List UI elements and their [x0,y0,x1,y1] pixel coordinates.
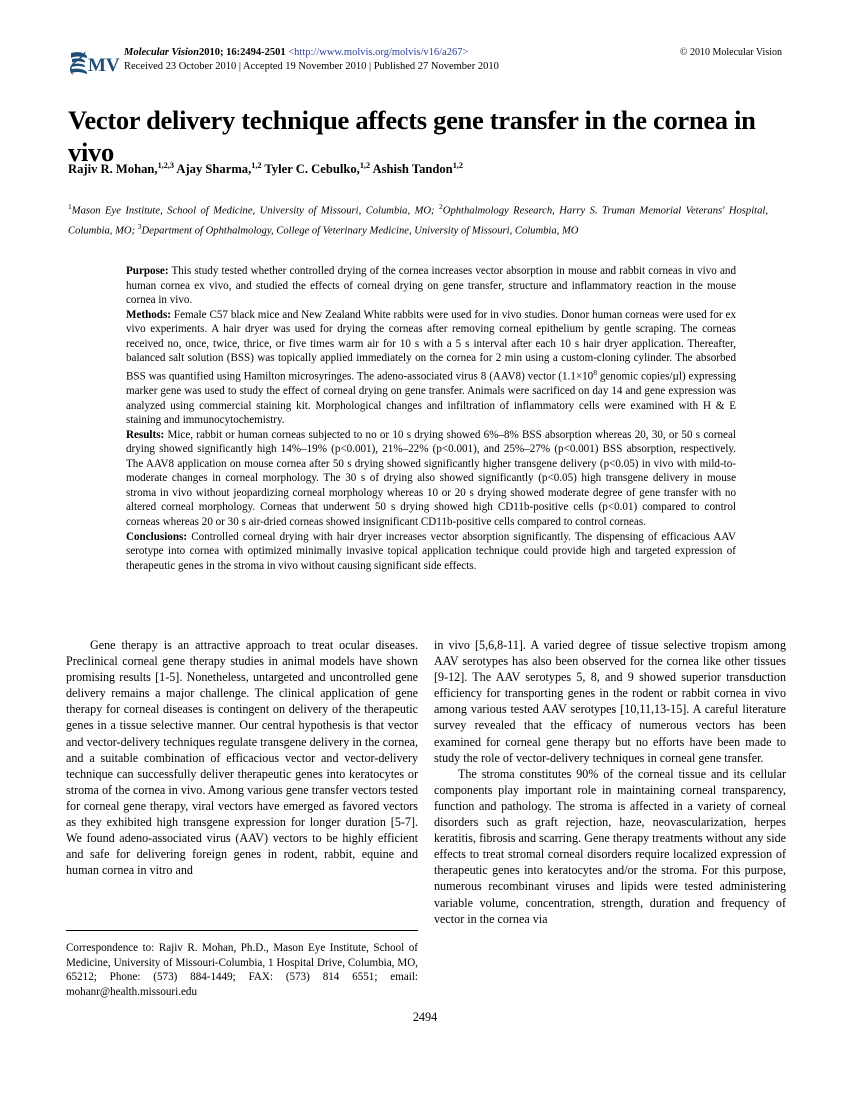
page-number: 2494 [412,1010,438,1024]
journal-citation: 2010; 16:2494-2501 [198,47,286,58]
author-name: Ajay Sharma, [173,162,252,177]
abstract-purpose [126,264,736,308]
molecular-vision-logo-icon [68,47,120,79]
abstract-conclusions-label: Conclusions: [126,530,188,543]
masthead [68,46,782,88]
svg-text:MV: MV [88,55,120,76]
affiliation-marker: 1 [68,202,72,211]
author-affiliation-marker: 1,2 [452,161,463,170]
abstract-methods [126,308,736,428]
masthead-citation [124,46,644,73]
body-column-left [66,637,418,878]
abstract-results-text: Mice, rabbit or human corneas subjected to no or 10 s drying showed 6%–8% BSS absorption whereas 20, 30, or 50 s corneal drying showed significantly high 14%–19% (p<0.001), 21%–22% (p<0.001), and 25%–27% (p<0.001) BSS absorption, respectively. The AAV8 application on mouse cornea after 50 s drying showed significantly higher transgene delivery (p<0.05) in vivo with mild-to-moderate changes in corneal morphology. The 30 s of drying also showed significantly (p<0.05) high transgene delivery in mouse stroma in vivo without jeopardizing corneal morphology whereas 10 or 20 s drying showed moderate degree of gene transfer with no altered corneal morphology. Corneas that underwent 50 s drying showed high CD11b-positive cells (p<0.01) compared to control corneas whereas 20 or 30 s air-dried corneas showed insignificant CD11b-positive cells compared to control corneas. [126,428,736,528]
abstract-conclusions-text: Controlled corneal drying with hair dryer increases vector absorption significantly. The dispensing of efficacious AAV serotype into cornea with optimized minimally invasive topical application technique could provide high and targeted expression of therapeutic genes in the stroma in vivo without causing significant side effects. [126,530,736,572]
abstract-conclusions [126,530,736,574]
author-affiliation-marker: 1,2 [251,161,262,170]
abstract-purpose-text: This study tested whether controlled drying of the cornea increases vector absorption in mouse and rabbit corneas in vivo and human cornea ex vivo, and studied the effects of corneal drying on gene transfer, structure and inflammatory reaction in the mouse cornea in vivo. [126,265,736,307]
author-list [68,158,784,177]
abstract-purpose-label: Purpose: [126,265,169,277]
correspondence-note [66,941,418,999]
body-paragraph: Gene therapy is an attractive approach to treat ocular diseases. Preclinical corneal gene therapy studies in animal models have shown promising results [1-5]. Nonetheless, untargeted and uncontrolled gene delivery remains a major challenge. The clinical application of gene therapy for corneal diseases is contingent on delivery of the therapeutic genes in a tissue selective manner. Our central hypothesis is that vector and vector-delivery techniques regulate transgene delivery in the cornea, and a suitable combination of efficacious vector and vector-delivery technique can successfully deliver therapeutic genes into keratocytes or stroma of the cornea in vivo. Among various gene transfer vectors tested for corneal gene therapy, viral vectors have emerged as favored vectors as they exhibited high transgene expression for longer duration [5-7]. We found adeno-associated virus (AAV) vectors to be highly efficient and safe for delivering foreign genes in rodent, rabbit, equine and human cornea in vitro and [66,638,418,878]
author-name: Ashish Tandon [370,162,453,177]
author-affiliation-marker: 1,2,3 [157,161,174,170]
author-name: Rajiv R. Mohan, [68,162,158,177]
affiliation-marker: 3 [137,222,142,232]
body-paragraph: in vivo [5,6,8-11]. A varied degree of tissue selective tropism among AAV serotypes has also been observed for the cornea like other tissues [9-12]. The AAV serotypes 5, 8, and 9 showed superior transduction efficiency for transporting genes in the rodent or rabbit cornea in vivo among various tested AAV serotypes [10,11,13-15]. A careful literature survey revealed that the efficacy of numerous vectors has been examined for corneal gene therapy but no efforts have been made to study the role of vector-delivery techniques in corneal gene transfer. [434,638,786,765]
body-column-right [434,637,786,927]
masthead-dates: Received 23 October 2010 | Accepted 19 November 2010 | Published 27 November 2010 [124,60,499,72]
author-name: Tyler C. Cebulko, [261,162,360,177]
footnote-divider [66,930,418,931]
abstract-methods-text-b: genomic copies/µl) expressing marker gene was used to study the effect of corneal drying on gene transfer. Animals were sacrificed on day 14 and gene expression was analyzed using commercial staining kit. Morphological changes and infiltration of inflammatory cells were examined with H & E staining and immunocytochemistry. [126,370,736,427]
affiliation-text: Mason Eye Institute, School of Medicine, University of Missouri, Columbia, MO; [71,205,440,217]
affiliation-text: Ophthalmology Research, Harry S. Truman Memorial Veterans' Hospital, Columbia, MO; [68,205,769,237]
article-url-link[interactable]: <http://www.molvis.org/molvis/v16/a267> [288,47,469,58]
journal-name: Molecular Vision [124,47,199,58]
copyright-notice: © 2010 Molecular Vision [679,47,782,58]
affiliation-marker: 2 [439,202,443,211]
affiliation-text: Department of Ophthalmology, College of Veterinary Medicine, University of Missouri, Columbia, MO [141,225,579,237]
abstract-results-label: Results: [126,428,165,441]
affiliations [68,199,768,239]
page-title: Vector delivery technique affects gene transfer in the cornea in vivo [68,105,756,167]
abstract [126,264,736,573]
body-paragraph: The stroma constitutes 90% of the corneal tissue and its cellular components play important role in maintaining corneal transparency, function and pathology. The stroma is affected in a variety of corneal disorders such as graft rejection, haze, neovascularization, herpes keratitis, fibrosis and scarring. Gene therapy treatments without any side effects to treat stromal corneal disorders require localized expression of therapeutic genes into keratocytes and/or the stroma. For this purpose, numerous recombinant viruses and lipids were tested administering variable volume, concentration, strength, duration and frequency of vector in the cornea via [434,766,786,926]
abstract-methods-exponent: 8 [593,367,598,377]
abstract-methods-text-a: Female C57 black mice and New Zealand White rabbits were used for in vivo studies. Donor human corneas were used for ex vivo experiments. A hair dryer was used for drying the corneas after removing corneal epithelium by gentle scraping. The corneas received no, once, twice, thrice, or five times warm air for 10 s with a 5 s interval after each 10 s hair dryer application. Thereafter, balanced salt solution (BSS) was topically applied immediately on the cornea for 2 min using a custom-cloning cylinder. The absorbed BSS was quantified using Hamilton microsyringes. The adeno-associated virus 8 (AAV8) vector (1.1×10 [126,308,736,383]
author-affiliation-marker: 1,2 [359,161,371,170]
correspondence-text: Correspondence to: Rajiv R. Mohan, Ph.D., Mason Eye Institute, School of Medicine, University of Missouri-Columbia, 1 Hospital Drive, Columbia, MO, 65212; Phone: (573) 884-1449; FAX: (573) 814 6551; email: mohanr@health.missouri.edu [66,942,418,998]
abstract-results [126,428,736,530]
masthead-line-1 [124,46,644,60]
abstract-methods-label: Methods: [126,308,171,321]
